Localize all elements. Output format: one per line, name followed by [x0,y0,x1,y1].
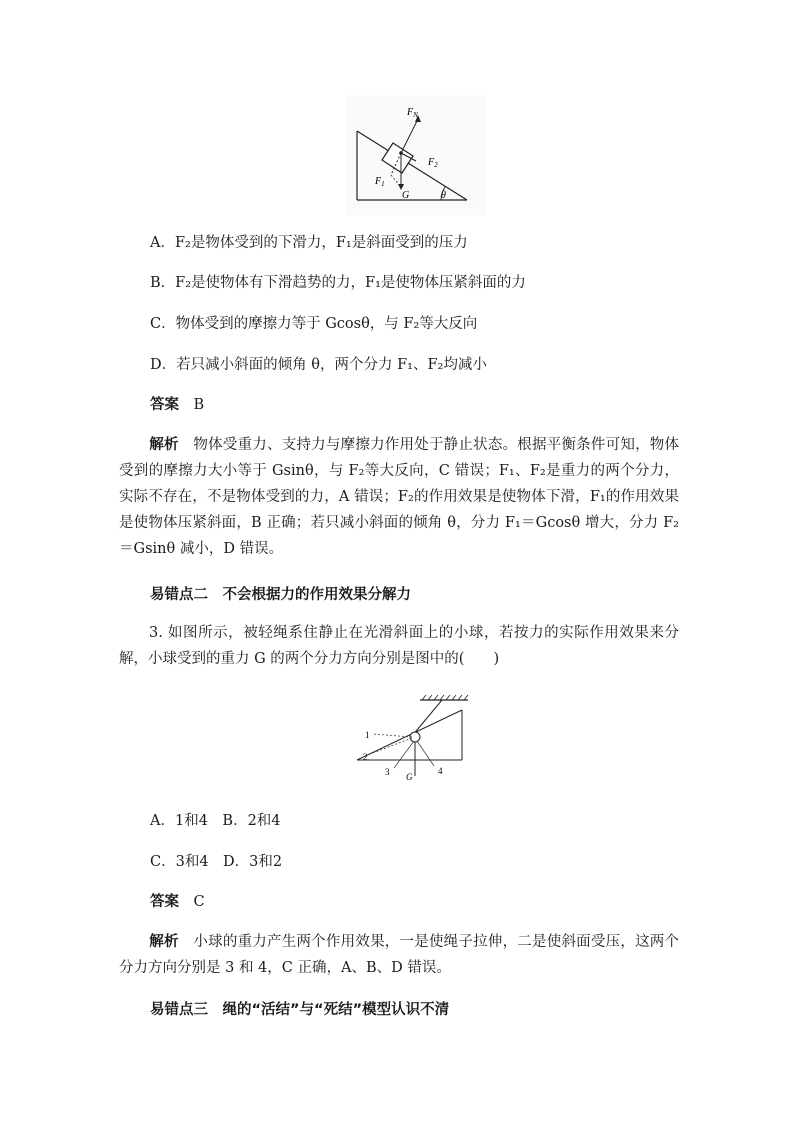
q2-analysis [119,432,679,562]
q3-options-ab: A．1和4 B．2和4 [150,813,281,829]
incline-force-diagram [345,95,485,215]
analysis-text: 物体受重力、支持力与摩擦力作用处于静止状态。根据平衡条件可知，物体受到的摩擦力大小等于 Gsinθ，与 F₂等大反向，C 错误；F₁、F₂是重力的两个分力，实际不存在，不是物体受到的力，A 错误；F₂的作用效果是使物体下滑，F₁的作用效果是使物体压紧斜面，B 正确；若只减小斜面的倾角 θ，分力 F₁＝Gcosθ 增大，分力 F₂＝Gsinθ 减小，D 错误。 [119,437,680,557]
section-heading-3: 易错点三 绳的“活结”与“死结”模型认识不清 [150,1002,450,1018]
analysis-label: 解析 [149,934,179,950]
section-heading-2: 易错点二 不会根据力的作用效果分解力 [150,587,411,603]
label-3: 3 [385,767,390,777]
q3-analysis [119,929,679,981]
label-1: 1 [365,730,370,740]
label-g: G [406,772,413,782]
fn-label: $F_N$ [407,107,418,119]
f2-label: $F_2$ [428,157,438,169]
analysis-text: 小球的重力产生两个作用效果，一是使绳子拉伸，二是使斜面受压，这两个分力方向分别是 3 和 4，C 正确，A、B、D 错误。 [119,934,680,976]
label-2: 2 [363,752,368,762]
q3-options-cd: C．3和4 D．3和2 [150,854,283,870]
ball-incline-diagram [352,688,472,788]
direction-3 [394,741,414,768]
theta-label: θ [441,190,446,201]
answer-label: 答案 [150,397,179,413]
block-center [399,151,403,155]
answer-label: 答案 [150,894,179,910]
answer-value: B [193,397,205,413]
q2-option-d: D．若只减小斜面的倾角 θ，两个分力 F₁、F₂均减小 [150,357,487,373]
rope [412,700,442,736]
q2-option-b: B．F₂是使物体有下滑趋势的力，F₁是使物体压紧斜面的力 [150,275,526,291]
label-4: 4 [438,766,443,776]
q2-answer [150,395,204,415]
ceiling-hatch [422,695,468,700]
q2-option-a: A．F₂是物体受到的下滑力，F₁是斜面受到的压力 [150,235,468,251]
q2-option-c: C．物体受到的摩擦力等于 Gcosθ，与 F₂等大反向 [150,316,478,332]
q3-answer [150,892,205,912]
direction-4 [417,741,434,766]
q3-stem [119,620,679,672]
g-label: G [402,190,410,201]
answer-value: C [193,894,205,910]
q3-stem-text: 3. 如图所示，被轻绳系住静止在光滑斜面上的小球，若按力的实际作用效果来分解，小球受到的重力 G 的两个分力方向分别是图中的( ) [119,625,679,667]
analysis-label: 解析 [149,437,179,453]
f1-label: $F_1$ [375,176,385,188]
incline-slope [357,710,462,760]
